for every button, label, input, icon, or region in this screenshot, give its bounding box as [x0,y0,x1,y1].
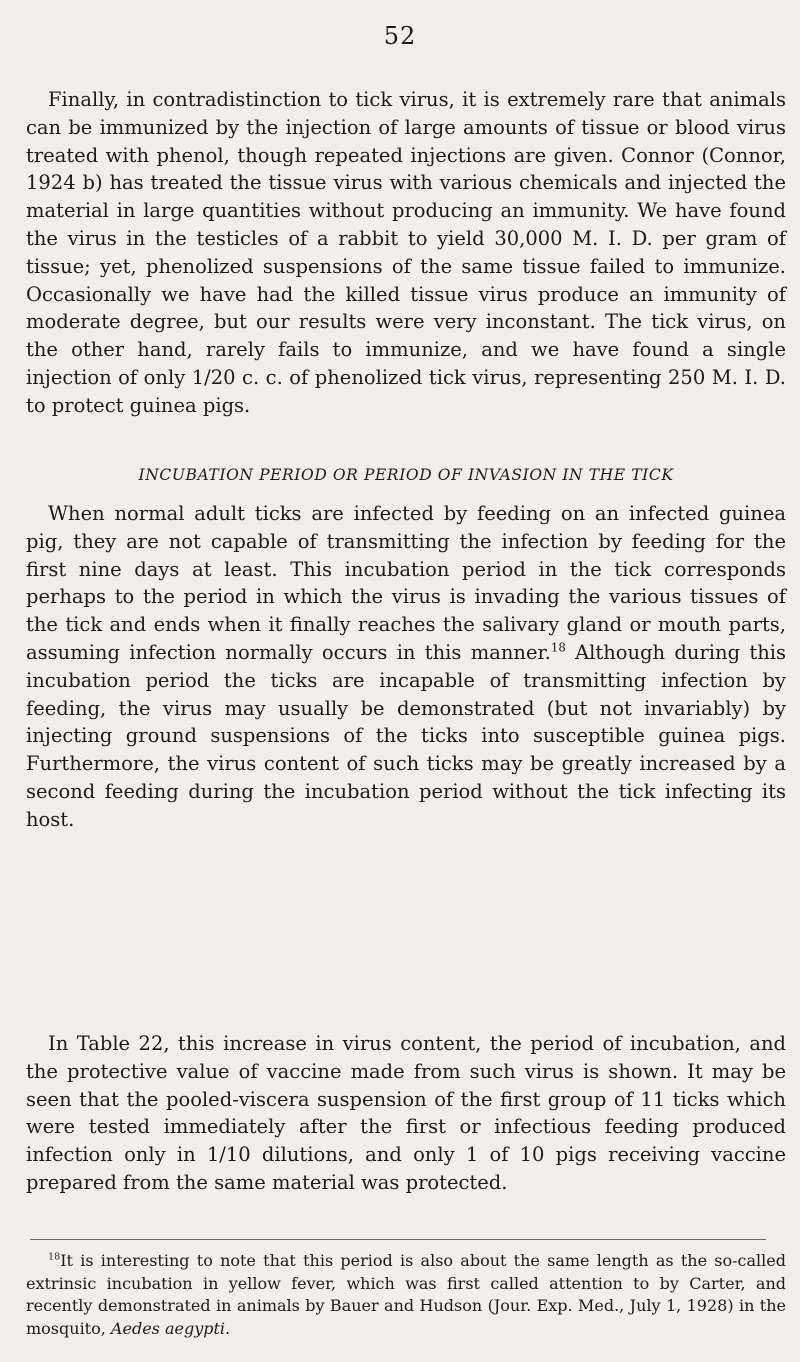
paragraph-3: In Table 22, this increase in virus content, the period of incubation, and the protective value of vaccine made from such virus is shown. It may be seen that the pooled-viscera suspension of the first group of 11 ticks which were tested immediately after the first or infectious feeding produced infection only in 1/10 dilutions, and only 1 of 10 pigs receiving vaccine prepared from the same material was protected. [26,1032,786,1194]
footnote-text: It is interesting to note that this period is also about the same length as the so-called extrinsic incubation in yellow fever, which was first called attention to by Carter, and recently demonstrated in animals by Bauer and Hudson (Jour. Exp. Med., July 1, 1928) in the mosquito, [26,1251,786,1338]
footnote-reference: 18 [550,640,566,655]
footnote [26,1250,786,1340]
footnote-species: Aedes aegypti [110,1318,226,1338]
section-heading: INCUBATION PERIOD OR PERIOD OF INVASION IN THE TICK [138,466,674,484]
page-number: 52 [383,22,417,50]
footnote-end: . [225,1318,231,1338]
paragraph-2-text-b: Although during this incubation period the ticks are incapable of transmitting infection by feeding, the virus may usually be demonstrated (but not invariably) by injecting ground suspensions of the ticks into susceptible guinea pigs. Furthermore, the virus content of such ticks may be greatly increased by a second feeding during the incubation period without the tick infecting its host. [26,640,786,831]
paragraph-1: Finally, in contradistinction to tick virus, it is extremely rare that animals can be immunized by the injection of large amounts of tissue or blood virus treated with phenol, though repeated injections are given. Connor (Connor, 1924 b) has treated the tissue virus with various chemicals and injected the material in large quantities without producing an immunity. We have found the virus in the testicles of a rabbit to yield 30,000 M. I. D. per gram of tissue; yet, phenolized suspensions of the same tissue failed to immunize. Occasionally we have had the killed tissue virus produce an immunity of moderate degree, but our results were very inconstant. The tick virus, on the other hand, rarely fails to immunize, and we have found a single injection of only 1/20 c. c. of phenolized tick virus, representing 250 M. I. D. to protect guinea pigs. [26,88,786,417]
footnote-number: 18 [48,1251,61,1263]
paragraph-2-text-a: When normal adult ticks are infected by feeding on an infected guinea pig, they are not capable of transmitting the infection by feeding for the first nine days at least. This incubation period in the tick corresponds perhaps to the period in which the virus is invading the various tissues of the tick and ends when it finally reaches the salivary gland or mouth parts, assuming infection normally occurs in this manner. [26,502,786,664]
paragraph-2 [26,500,786,834]
footnote-divider [30,1239,766,1240]
